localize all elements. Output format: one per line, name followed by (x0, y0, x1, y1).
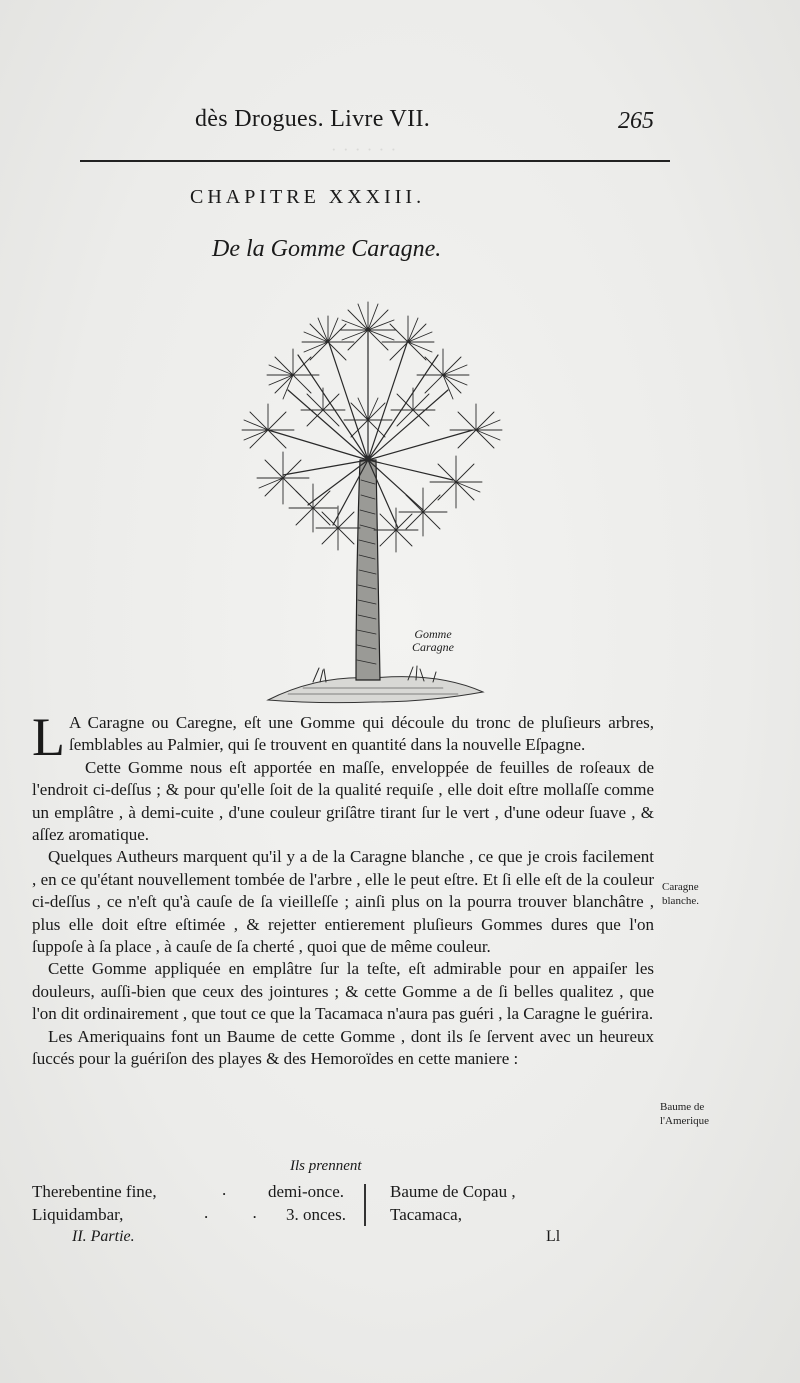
chapter-label: CHAPITRE XXXIII. (190, 186, 426, 208)
margin-note-2-line-1: Baume de (660, 1101, 705, 1113)
caption-line-1: Gomme (414, 627, 452, 641)
paragraph-1 (32, 707, 654, 767)
recipe-item-1: Therebentine fine, (32, 1182, 157, 1201)
recipe-right-2: Tacamaca, (390, 1205, 462, 1224)
margin-note-2-line-2: l'Amerique (660, 1115, 710, 1127)
recipe-item-2: Liquidambar, (32, 1205, 124, 1224)
recipe-quantity-1: demi-once. (268, 1182, 344, 1201)
caption-line-2: Caragne (412, 640, 454, 654)
page-number: 265 (618, 108, 654, 134)
paragraph-1-text: A Caragne ou Caregne, eſt une Gomme qui découle du tronc de pluſieurs arbres, ſemblables au Palmier, qui ſe trouvent en quantité dans la nouvelle Eſpagne. (69, 713, 654, 755)
show-through-text: · · · · · · (330, 140, 397, 159)
part-indicator: II. Partie. (72, 1228, 135, 1245)
header-rule (80, 160, 670, 162)
running-head: dès Drogues. Livre VII. (195, 106, 431, 132)
margin-note-caragne-blanche (662, 880, 699, 908)
recipe-heading: Ils prennent (290, 1158, 362, 1174)
recipe-quantity-2: 3. onces. (286, 1205, 346, 1224)
body-text (32, 707, 654, 1071)
paragraph-5: Les Ameriquains font un Baume de cette Gomme , dont ils ſe ſervent avec un heureux ſuccés pour la guériſon des playes & des Hemoroïdes en cette maniere : (32, 1026, 654, 1069)
paragraph-4: Cette Gomme appliquée en emplâtre ſur la teſte, eſt admirable pour en appaiſer les douleurs, auſſi-bien que ceux des jointures ; & cette Gomme a de ſi belles qualitez , que l'on dit ordinairement , que tout ce que la Tacamaca n'aura pas guéri , la Caragne le guérira. (32, 959, 654, 1024)
recipe-divider (364, 1184, 366, 1226)
paragraph-2: Cette Gomme nous eſt apportée en maſſe, enveloppée de feuilles de roſeaux de l'endroit ci-deſſus ; & pour qu'elle ſoit de la qualité requiſe , elle doit eſtre mollaſſe comme un emplâtre , à demi-cuite , d'une couleur griſâtre tirant ſur le vert , d'une odeur ſuave , & aſſez aromatique. (32, 757, 654, 845)
recipe-right-1: Baume de Copau , (390, 1182, 516, 1201)
recipe-separator-2: . . (204, 1203, 277, 1222)
recipe-separator-1: . (222, 1180, 227, 1199)
paragraph-3: Quelques Autheurs marquent qu'il y a de la Caragne blanche , ce que je crois facilement , en ce qu'étant nouvellement tombée de l'arbre , elle le peut eſtre. Et ſi elle eſt de la couleur ci-deſſus , ce n'eſt qu'à cauſe de ſa vieilleſſe ; ainſi plus on la pourra trouver blanchâtre , plus elle doit eſtre eſtimée , & rejetter entierement pluſieurs Gommes dures que l'on ſuppoſe à ſa place , à cauſe de ſa cherté , quoi que de même couleur. (32, 847, 654, 957)
signature-mark: Ll (546, 1228, 561, 1245)
margin-note-1-line-1: Caragne (662, 881, 699, 893)
illustration-caption (398, 628, 468, 654)
palm-tree-engraving (228, 290, 518, 710)
margin-note-baume (660, 1100, 709, 1128)
drop-cap: L (32, 707, 65, 767)
margin-note-1-line-2: blanche. (662, 895, 699, 907)
chapter-title: De la Gomme Caragne. (212, 236, 442, 262)
